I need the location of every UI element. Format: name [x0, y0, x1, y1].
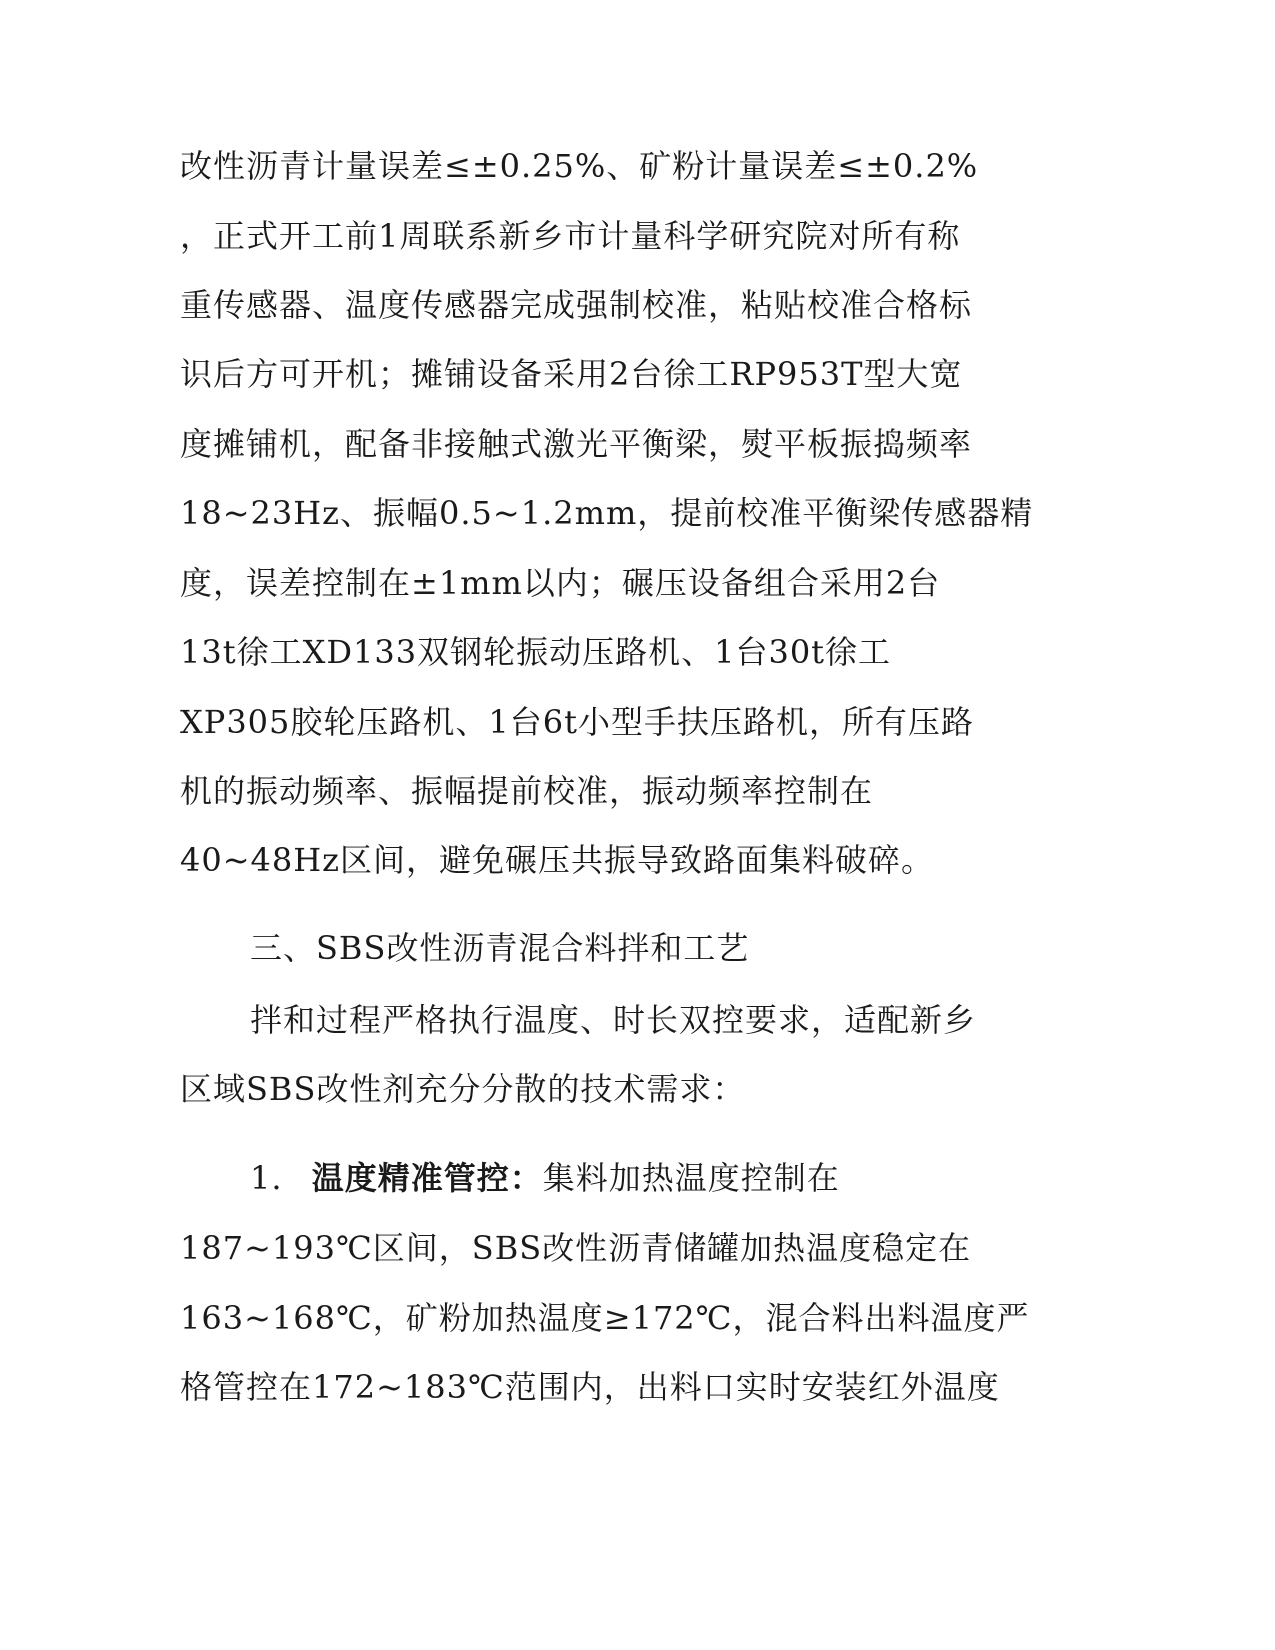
paragraph1-line-5: 度摊铺机，配备非接触式激光平衡梁，熨平板振捣频率 [180, 425, 973, 463]
item1-line-4: 格管控在172~183℃范围内，出料口实时安装红外温度 [180, 1368, 1000, 1406]
paragraph1-line-8: 13t徐工XD133双钢轮振动压路机、1台30t徐工 [180, 633, 892, 671]
item1-first-line-text: 集料加热温度控制在 [542, 1159, 840, 1197]
paragraph1-line-6: 18~23Hz、振幅0.5~1.2mm，提前校准平衡梁传感器精 [180, 494, 1034, 532]
paragraph1-line-10: 机的振动频率、振幅提前校准，振动频率控制在 [180, 772, 874, 810]
item1-number: 1. [250, 1159, 283, 1197]
paragraph2-line-2: 区域SBS改性剂充分分散的技术需求： [180, 1070, 746, 1108]
paragraph1-line-2: ，正式开工前1周联系新乡市计量科学研究院对所有称 [180, 217, 961, 255]
section-heading: 三、SBS改性沥青混合料拌和工艺 [250, 929, 750, 967]
paragraph1-line-9: XP305胶轮压路机、1台6t小型手扶压路机，所有压路 [180, 703, 974, 741]
paragraph1-line-4: 识后方可开机；摊铺设备采用2台徐工RP953T型大宽 [180, 355, 963, 393]
paragraph2-line-1: 拌和过程严格执行温度、时长双控要求，适配新乡 [250, 1001, 977, 1039]
paragraph1-line-11: 40~48Hz区间，避免碾压共振导致路面集料破碎。 [180, 841, 935, 879]
paragraph1-line-3: 重传感器、温度传感器完成强制校准，粘贴校准合格标 [180, 286, 973, 324]
item1-first-line [250, 1158, 840, 1198]
item1-line-2: 187~193℃区间，SBS改性沥青储罐加热温度稳定在 [180, 1229, 972, 1267]
paragraph1-line-1: 改性沥青计量误差≤±0.25%、矿粉计量误差≤±0.2% [180, 147, 979, 185]
item1-title: 温度精准管控： [311, 1159, 543, 1197]
paragraph1-line-7: 度，误差控制在±1mm以内；碾压设备组合采用2台 [180, 564, 941, 602]
item1-line-3: 163~168℃，矿粉加热温度≥172℃，混合料出料温度严 [180, 1299, 1030, 1337]
